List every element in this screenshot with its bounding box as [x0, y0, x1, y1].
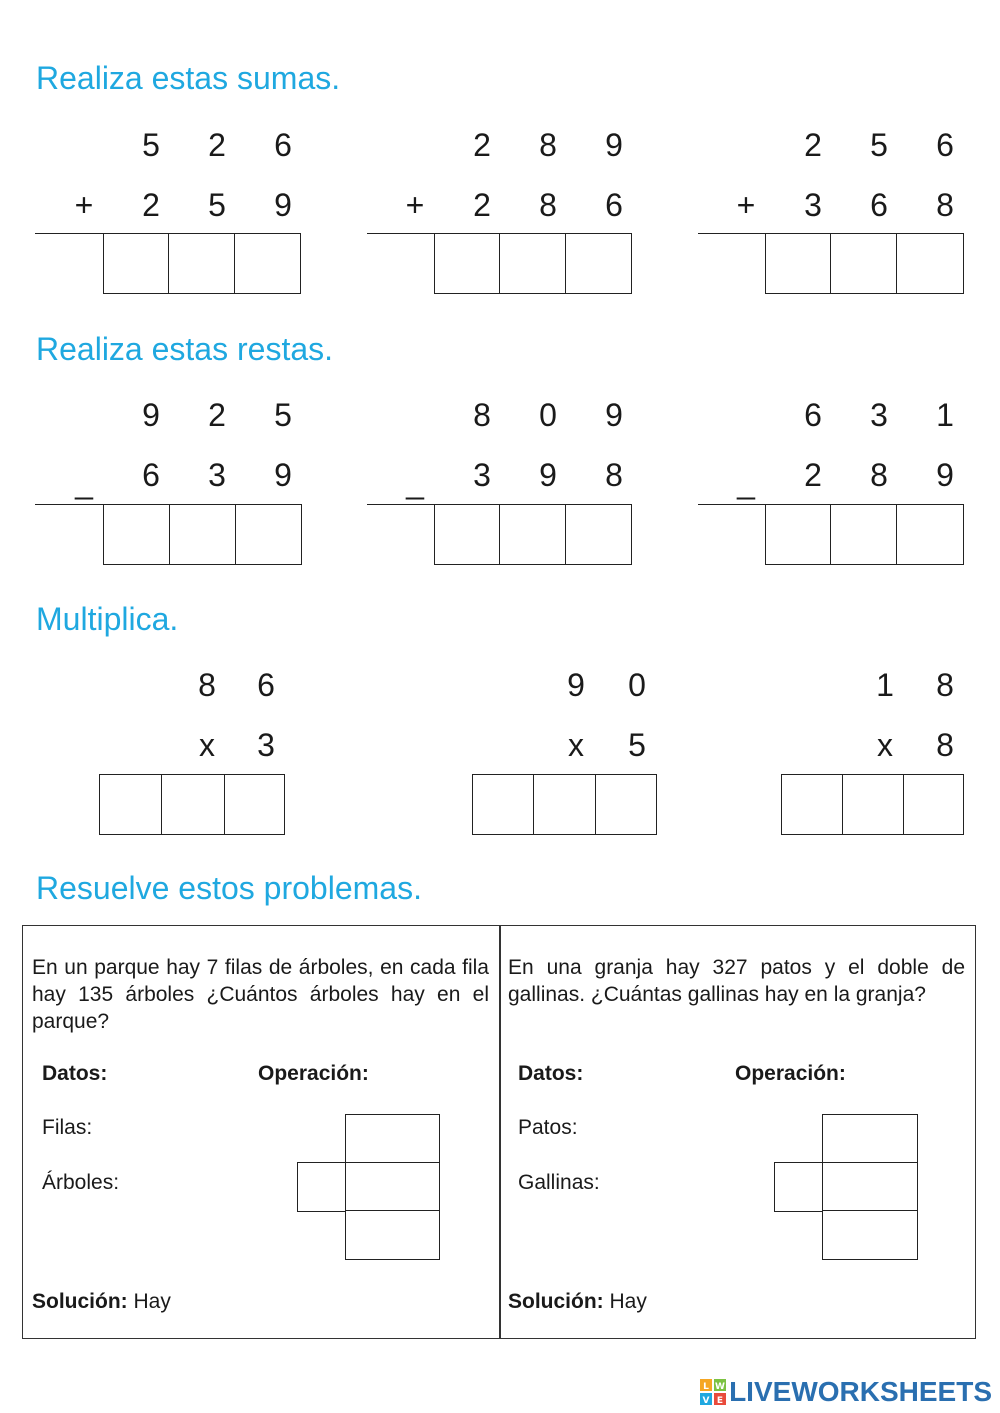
digit: 9: [605, 127, 623, 163]
answer-box[interactable]: [472, 774, 535, 835]
answer-box[interactable]: [781, 774, 844, 835]
operation-box[interactable]: [345, 1210, 440, 1260]
operation-box[interactable]: [822, 1162, 918, 1212]
digit: 3: [257, 727, 275, 763]
solucion-line: [508, 1290, 647, 1314]
answer-box[interactable]: [595, 774, 657, 835]
answer-box[interactable]: [896, 233, 964, 294]
digit: 8: [539, 127, 557, 163]
operation-box[interactable]: [345, 1114, 440, 1164]
digit: 9: [274, 457, 292, 493]
digit: 1: [876, 667, 894, 703]
minus-sign: _: [406, 464, 424, 500]
answer-box[interactable]: [161, 774, 225, 835]
digit: 2: [804, 127, 822, 163]
answer-box[interactable]: [169, 504, 237, 565]
operation-box[interactable]: [297, 1162, 347, 1212]
sub-line: [367, 504, 437, 505]
digit: 8: [198, 667, 216, 703]
svg-text:L: L: [703, 1382, 709, 1392]
answer-box[interactable]: [168, 233, 235, 294]
digit: 6: [257, 667, 275, 703]
answer-box[interactable]: [765, 233, 832, 294]
answer-box[interactable]: [234, 233, 301, 294]
answer-box[interactable]: [765, 504, 832, 565]
answer-box[interactable]: [533, 774, 597, 835]
digit: 6: [142, 457, 160, 493]
operation-box[interactable]: [822, 1114, 918, 1164]
solucion-text: Hay: [133, 1290, 171, 1313]
digit: 6: [870, 187, 888, 223]
digit: 2: [473, 187, 491, 223]
digit: 3: [870, 397, 888, 433]
plus-sign: +: [74, 187, 94, 223]
digit: 5: [142, 127, 160, 163]
answer-box[interactable]: [830, 504, 898, 565]
operacion-label: Operación:: [735, 1062, 846, 1085]
digit: 2: [208, 127, 226, 163]
digit: 9: [274, 187, 292, 223]
svg-text:E: E: [717, 1396, 724, 1405]
liveworksheets-logo-icon: [700, 1379, 726, 1405]
operacion-label: Operación:: [258, 1062, 369, 1085]
digit: 8: [605, 457, 623, 493]
digit: 5: [870, 127, 888, 163]
solucion-text: Hay: [609, 1290, 647, 1313]
digit: 9: [539, 457, 557, 493]
svg-text:W: W: [715, 1382, 726, 1392]
sumas-title: Realiza estas sumas.: [36, 60, 341, 96]
digit: 2: [208, 397, 226, 433]
digit: 3: [208, 457, 226, 493]
digit: 9: [567, 667, 585, 703]
digit: 9: [936, 457, 954, 493]
answer-box[interactable]: [830, 233, 897, 294]
restas-title: Realiza estas restas.: [36, 331, 334, 367]
answer-box[interactable]: [842, 774, 905, 835]
digit: 3: [473, 457, 491, 493]
liveworksheets-brand: [700, 1376, 992, 1408]
digit: 6: [804, 397, 822, 433]
answer-box[interactable]: [434, 233, 501, 294]
answer-box[interactable]: [224, 774, 285, 835]
digit: 6: [605, 187, 623, 223]
brand-text: LIVEWORKSHEETS: [729, 1376, 992, 1407]
answer-box[interactable]: [434, 504, 501, 565]
problemas-title: Resuelve estos problemas.: [36, 870, 422, 906]
digit: 8: [870, 457, 888, 493]
answer-box[interactable]: [499, 233, 566, 294]
digit: 0: [539, 397, 557, 433]
answer-box[interactable]: [903, 774, 964, 835]
sum-line: [698, 233, 768, 234]
answer-box[interactable]: [103, 233, 170, 294]
answer-box[interactable]: [103, 504, 171, 565]
patos-label: Patos:: [518, 1116, 578, 1139]
digit: 6: [274, 127, 292, 163]
svg-text:V: V: [702, 1396, 710, 1405]
digit: 6: [936, 127, 954, 163]
digit: 1: [936, 397, 954, 433]
digit: 5: [274, 397, 292, 433]
digit: 8: [539, 187, 557, 223]
datos-label: Datos:: [518, 1062, 584, 1085]
operation-box[interactable]: [822, 1210, 918, 1260]
solucion-label: Solución:: [508, 1290, 604, 1313]
operation-box[interactable]: [774, 1162, 824, 1212]
sub-line: [698, 504, 768, 505]
solucion-line: [32, 1290, 171, 1314]
minus-sign: _: [75, 464, 93, 500]
sub-line: [35, 504, 105, 505]
digit: 2: [804, 457, 822, 493]
problem-text: En una granja hay 327 patos y el doble de gallinas. ¿Cuántas gallinas hay en la granja?: [508, 956, 965, 1006]
problems-divider: [499, 925, 501, 1339]
gallinas-label: Gallinas:: [518, 1171, 600, 1194]
datos-label: Datos:: [42, 1062, 108, 1085]
digit: 8: [936, 727, 954, 763]
digit: 9: [605, 397, 623, 433]
digit: 8: [936, 187, 954, 223]
answer-box[interactable]: [235, 504, 302, 565]
digit: 2: [142, 187, 160, 223]
times-sign: x: [877, 727, 893, 763]
answer-box[interactable]: [896, 504, 964, 565]
digit: 2: [473, 127, 491, 163]
answer-box[interactable]: [565, 504, 632, 565]
answer-box[interactable]: [499, 504, 567, 565]
plus-sign: +: [736, 187, 756, 223]
problem-text: En un parque hay 7 filas de árboles, en cada fila hay 135 árboles ¿Cuántos árboles hay en el parque?: [32, 956, 489, 1033]
times-sign: x: [199, 727, 215, 763]
digit: 9: [142, 397, 160, 433]
digit: 8: [473, 397, 491, 433]
digit: 0: [628, 667, 646, 703]
digit: 5: [628, 727, 646, 763]
digit: 5: [208, 187, 226, 223]
multiplica-title: Multiplica.: [36, 601, 179, 637]
answer-box[interactable]: [99, 774, 163, 835]
sum-line: [35, 233, 105, 234]
digit: 3: [804, 187, 822, 223]
plus-sign: +: [405, 187, 425, 223]
times-sign: x: [568, 727, 584, 763]
solucion-label: Solución:: [32, 1290, 128, 1313]
filas-label: Filas:: [42, 1116, 93, 1139]
answer-box[interactable]: [565, 233, 632, 294]
minus-sign: _: [737, 464, 755, 500]
operation-box[interactable]: [345, 1162, 440, 1212]
sum-line: [367, 233, 437, 234]
arboles-label: Árboles:: [42, 1171, 120, 1194]
digit: 8: [936, 667, 954, 703]
